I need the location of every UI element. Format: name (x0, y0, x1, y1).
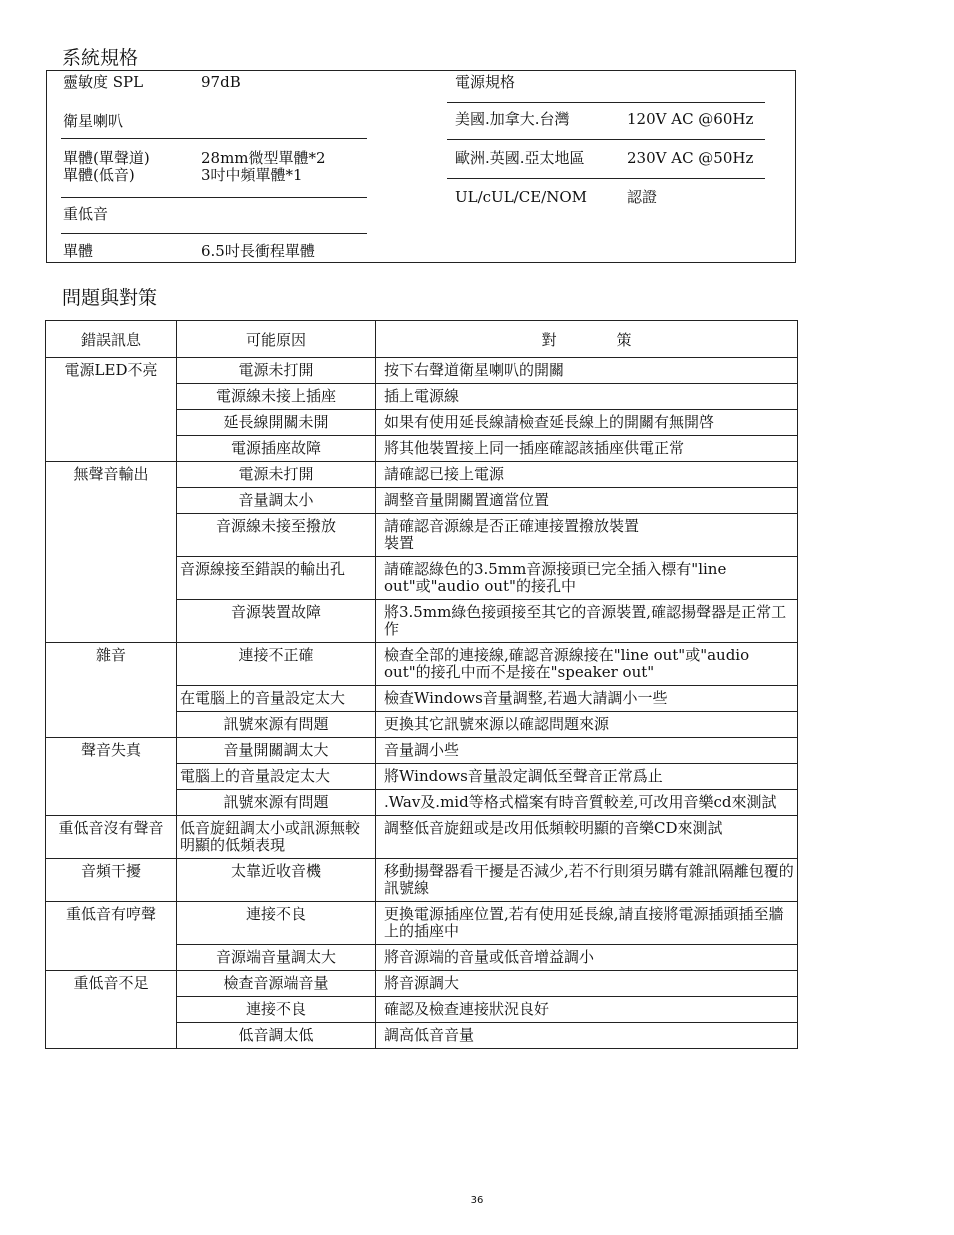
solution-cell: 如果有使用延長線請檢查延長線上的開關有無開啓 (376, 410, 798, 436)
solution-cell: 將Windows音量設定調低至聲音正常爲止 (376, 764, 798, 790)
table-row (46, 816, 798, 859)
solution-cell: 確認及檢查連接狀況良好 (376, 997, 798, 1023)
spec-label: UL/cUL/CE/NOM (455, 188, 587, 206)
cause-cell: 檢查音源端音量 (177, 971, 376, 997)
error-message-cell: 重低音沒有聲音 (46, 816, 177, 859)
page-number: 36 (470, 1195, 484, 1206)
error-message-cell: 雜音 (46, 643, 177, 738)
cause-cell: 電源未打開 (177, 358, 376, 384)
table-row (46, 643, 798, 686)
solution-cell: 請確認綠色的3.5mm音源接頭已完全插入標有"line out"或"audio out"的接孔中 (376, 557, 798, 600)
troubleshooting-table (45, 320, 798, 1049)
divider (447, 102, 765, 103)
column-header-error: 錯誤訊息 (46, 321, 177, 358)
cause-cell: 連接不良 (177, 902, 376, 945)
cause-cell: 音源端音量調太大 (177, 945, 376, 971)
cause-cell: 音量調太小 (177, 488, 376, 514)
solution-cell: 音量調小些 (376, 738, 798, 764)
spec-label: 重低音 (63, 205, 109, 223)
solution-cell: 將3.5mm綠色接頭接至其它的音源裝置,確認揚聲器是正常工作 (376, 600, 798, 643)
spec-label: 單體(單聲道) 單體(低音) (63, 149, 150, 184)
solution-cell: 按下右聲道衛星喇叭的開關 (376, 358, 798, 384)
cause-cell: 音源裝置故障 (177, 600, 376, 643)
cause-cell: 太靠近收音機 (177, 859, 376, 902)
column-header-solution: 對 策 (376, 321, 798, 358)
solution-cell: 移動揚聲器看干擾是否減少,若不行則須另購有雜訊隔離包覆的訊號線 (376, 859, 798, 902)
spec-label: 美國.加拿大.台灣 (455, 110, 570, 128)
table-row (46, 358, 798, 384)
solution-cell: 請確認音源線是否正確連接置撥放裝置 裝置 (376, 514, 798, 557)
spec-label: 歐洲.英國.亞太地區 (455, 149, 585, 167)
column-header-cause: 可能原因 (177, 321, 376, 358)
solution-cell: 插上電源線 (376, 384, 798, 410)
spec-value: 230V AC @50Hz (627, 149, 754, 167)
solution-cell: 更換電源插座位置,若有使用延長線,請直接將電源插頭插至牆上的插座中 (376, 902, 798, 945)
solution-cell: 調整音量開關置適當位置 (376, 488, 798, 514)
cause-cell: 訊號來源有問題 (177, 712, 376, 738)
table-row (46, 859, 798, 902)
divider (61, 138, 367, 139)
cause-cell: 音量開關調太大 (177, 738, 376, 764)
cause-cell: 電腦上的音量設定太大 (177, 764, 376, 790)
cause-cell: 延長線開關未開 (177, 410, 376, 436)
power-spec-header: 電源規格 (455, 73, 516, 91)
spec-value: 認證 (627, 188, 658, 206)
spec-label: 衛星喇叭 (63, 112, 124, 130)
cause-cell: 音源線未接至撥放 (177, 514, 376, 557)
table-row (46, 738, 798, 764)
table-row (46, 902, 798, 945)
error-message-cell: 重低音有哼聲 (46, 902, 177, 971)
divider (447, 178, 765, 179)
troubleshooting-title: 問題與對策 (62, 287, 158, 309)
solution-cell: 將音源調大 (376, 971, 798, 997)
divider (61, 197, 367, 198)
cause-cell: 電源未打開 (177, 462, 376, 488)
error-message-cell: 無聲音輸出 (46, 462, 177, 643)
cause-cell: 低音調太低 (177, 1023, 376, 1049)
cause-cell: 電源線未接上插座 (177, 384, 376, 410)
solution-cell: 檢查全部的連接線,確認音源線接在"line out"或"audio out"的接孔中而不是接在"speaker out" (376, 643, 798, 686)
solution-cell: 將音源端的音量或低音增益調小 (376, 945, 798, 971)
spec-label: 單體 (63, 242, 94, 260)
cause-cell: 低音旋鈕調太小或訊源無較明顯的低頻表現 (177, 816, 376, 859)
spec-value: 120V AC @60Hz (627, 110, 754, 128)
spec-value: 28mm微型單體*2 3吋中頻單體*1 (201, 149, 326, 184)
cause-cell: 在電腦上的音量設定太大 (177, 686, 376, 712)
error-message-cell: 重低音不足 (46, 971, 177, 1049)
divider (61, 233, 367, 234)
cause-cell: 電源插座故障 (177, 436, 376, 462)
spec-value: 97dB (201, 73, 241, 91)
solution-cell: 調高低音音量 (376, 1023, 798, 1049)
troubleshooting-rows (46, 358, 798, 1049)
solution-cell: 請確認已接上電源 (376, 462, 798, 488)
error-message-cell: 電源LED不亮 (46, 358, 177, 462)
table-row (46, 971, 798, 997)
cause-cell: 連接不良 (177, 997, 376, 1023)
spec-value: 6.5吋長衝程單體 (201, 242, 315, 260)
solution-cell: 檢查Windows音量調整,若過大請調小一些 (376, 686, 798, 712)
error-message-cell: 音頻干擾 (46, 859, 177, 902)
cause-cell: 連接不正確 (177, 643, 376, 686)
table-row (46, 462, 798, 488)
specs-box (46, 70, 796, 263)
solution-cell: 更換其它訊號來源以確認問題來源 (376, 712, 798, 738)
specs-title: 系統規格 (62, 47, 139, 69)
divider (447, 139, 765, 140)
solution-cell: 將其他裝置接上同一插座確認該插座供電正常 (376, 436, 798, 462)
cause-cell: 音源線接至錯誤的輸出孔 (177, 557, 376, 600)
solution-cell: .Wav及.mid等格式檔案有時音質較差,可改用音樂cd來測試 (376, 790, 798, 816)
error-message-cell: 聲音失真 (46, 738, 177, 816)
solution-cell: 調整低音旋鈕或是改用低頻較明顯的音樂CD來測試 (376, 816, 798, 859)
cause-cell: 訊號來源有問題 (177, 790, 376, 816)
spec-label: 靈敏度 SPL (63, 73, 144, 91)
